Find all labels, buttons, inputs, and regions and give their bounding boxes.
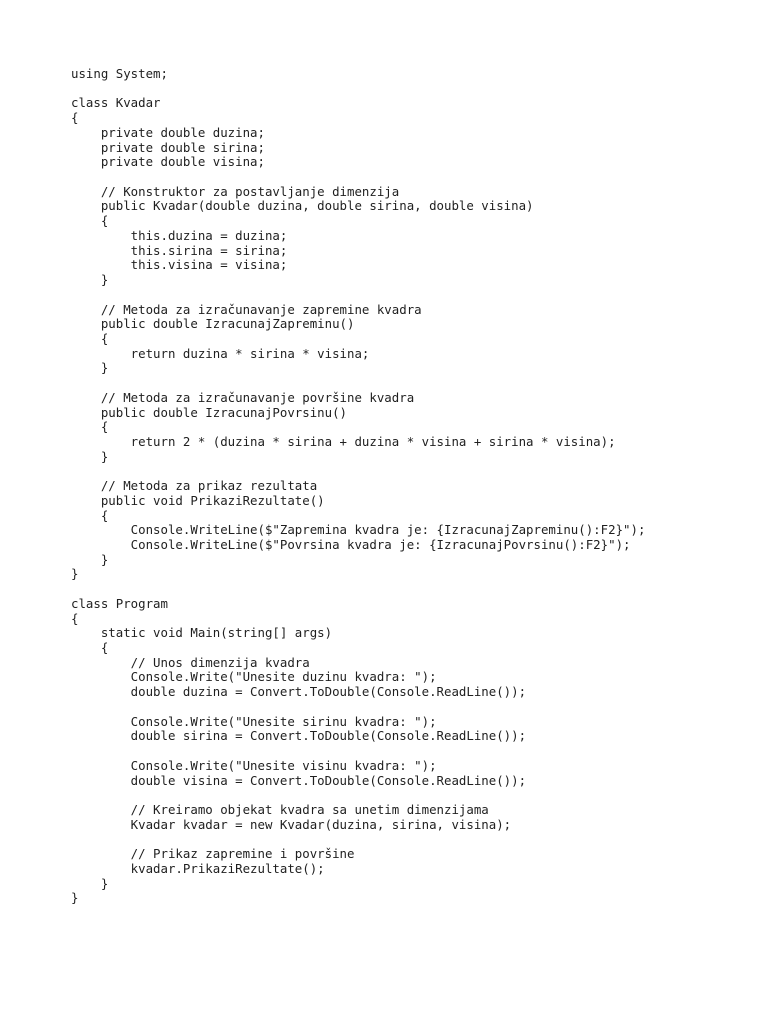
code-line: {	[71, 110, 79, 126]
code-line: }	[71, 551, 109, 567]
code-line: {	[71, 419, 109, 435]
code-line	[71, 582, 645, 597]
code-line: private double sirina;	[71, 139, 265, 155]
code-line: Console.Write("Unesite duzinu kvadra: ");	[71, 669, 437, 685]
code-line: Console.WriteLine($"Zapremina kvadra je: {IzracunajZapreminu():F2}");	[71, 522, 646, 538]
code-line: {	[71, 213, 109, 229]
code-line: public double IzracunajZapreminu()	[71, 316, 355, 332]
code-line	[71, 788, 645, 803]
code-line	[71, 376, 645, 391]
code-line: using System;	[71, 66, 168, 81]
code-line: Console.Write("Unesite sirinu kvadra: ");	[71, 713, 437, 729]
code-line	[71, 170, 645, 185]
code-line: this.sirina = sirina;	[71, 242, 288, 258]
code-line: public double IzracunajPovrsinu()	[71, 404, 348, 420]
code-line: // Metoda za izračunavanje zapremine kvadra	[71, 301, 422, 317]
code-line: }	[71, 272, 109, 288]
code-line: Console.WriteLine($"Povrsina kvadra je: {IzracunajPovrsinu():F2}");	[71, 537, 631, 552]
code-line: }	[71, 890, 79, 906]
code-line: public Kvadar(double duzina, double sirina, double visina)	[71, 198, 534, 214]
code-line: // Kreiramo objekat kvadra sa unetim dimenzijama	[71, 801, 489, 817]
code-line: {	[71, 330, 109, 346]
code-line	[71, 288, 645, 303]
code-line: return 2 * (duzina * sirina + duzina * visina + sirina * visina);	[71, 433, 616, 449]
code-line: double duzina = Convert.ToDouble(Console.ReadLine());	[71, 684, 527, 700]
code-line: this.duzina = duzina;	[71, 227, 288, 243]
code-line: }	[71, 875, 109, 891]
code-line: private double visina;	[71, 154, 265, 170]
code-line	[71, 744, 645, 759]
code-line: kvadar.PrikaziRezultate();	[71, 860, 325, 876]
code-line	[71, 464, 645, 479]
code-line: Kvadar kvadar = new Kvadar(duzina, sirina, visina);	[71, 816, 512, 832]
code-line	[71, 832, 645, 847]
code-line: return duzina * sirina * visina;	[71, 345, 370, 361]
code-line: class Kvadar	[71, 95, 161, 111]
code-line: this.visina = visina;	[71, 257, 288, 273]
code-line: public void PrikaziRezultate()	[71, 492, 325, 508]
code-line: double visina = Convert.ToDouble(Console.ReadLine());	[71, 772, 527, 788]
code-line: class Program	[71, 595, 168, 611]
code-line: // Metoda za prikaz rezultata	[71, 478, 318, 494]
code-line: double sirina = Convert.ToDouble(Console.ReadLine());	[71, 728, 527, 744]
code-line: {	[71, 640, 109, 656]
code-line	[71, 82, 645, 97]
code-line: // Metoda za izračunavanje površine kvadra	[71, 389, 415, 405]
code-line: }	[71, 448, 109, 464]
code-line: {	[71, 507, 109, 523]
code-line: {	[71, 610, 79, 626]
code-line	[71, 700, 645, 715]
code-line: static void Main(string[] args)	[71, 625, 333, 641]
code-line: // Konstruktor za postavljanje dimenzija	[71, 183, 400, 199]
code-listing	[71, 67, 645, 906]
code-line: }	[71, 566, 79, 582]
code-line: }	[71, 360, 109, 376]
code-line: // Unos dimenzija kvadra	[71, 654, 310, 670]
code-line: private double duzina;	[71, 124, 265, 140]
code-line: Console.Write("Unesite visinu kvadra: ");	[71, 757, 437, 773]
code-line: // Prikaz zapremine i površine	[71, 846, 355, 862]
